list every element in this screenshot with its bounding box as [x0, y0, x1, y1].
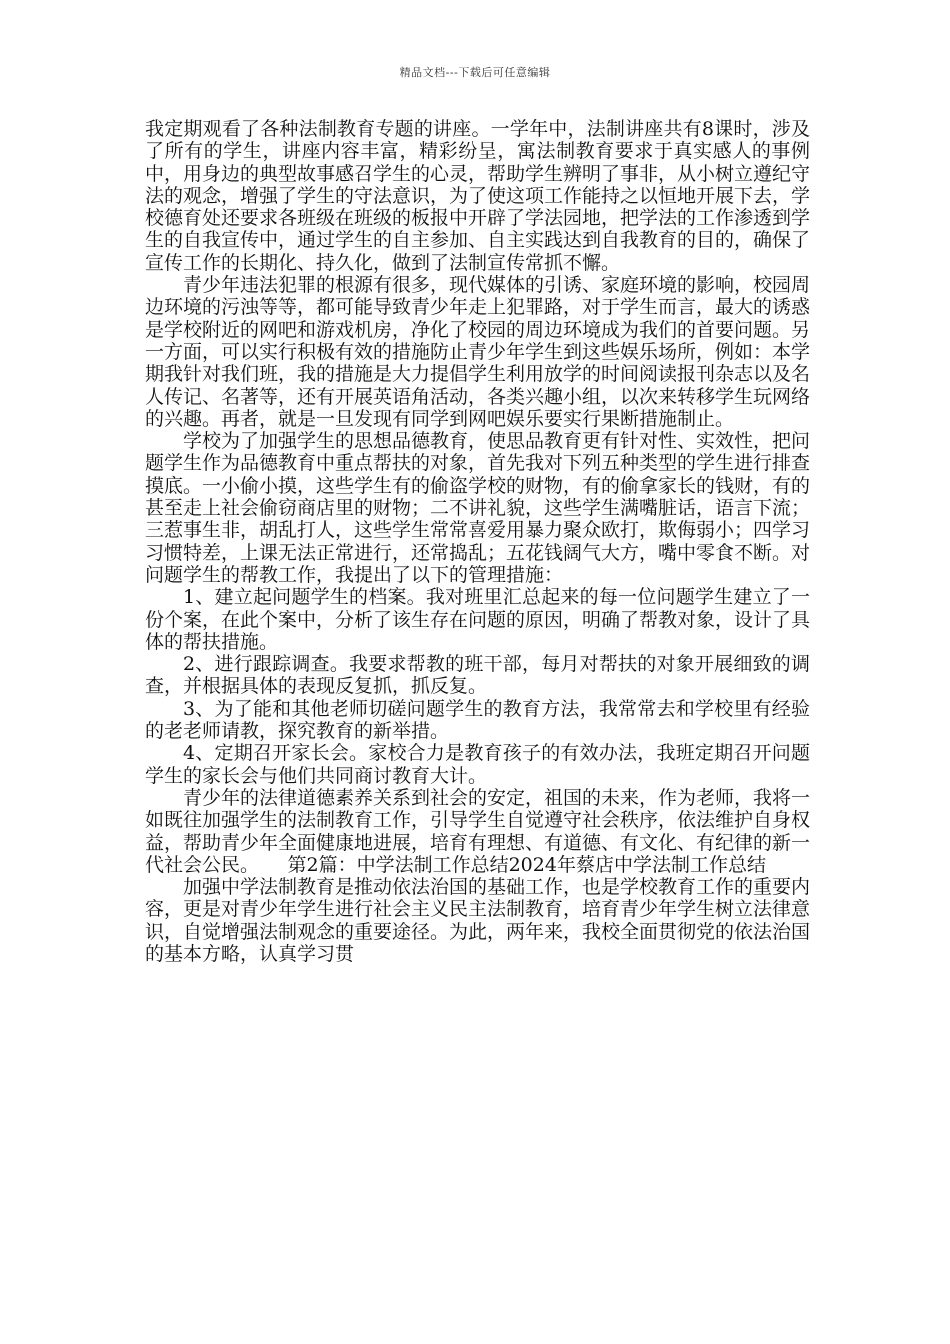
paragraph-5: 2、进行跟踪调查。我要求帮教的班干部，每月对帮扶的对象开展细致的调查，并根据具体的表现反复抓，抓反复。: [145, 653, 810, 698]
paragraph-8: 青少年的法律道德素养关系到社会的安定，祖国的未来，作为老师，我将一如既往加强学生的法制教育工作，引导学生自觉遵守社会秩序，依法维护自身权益，帮助青少年全面健康地进展，培育有理想、有道德、有文化、有纪律的新一代社会公民。 第2篇：中学法制工作总结2024年蔡店中学法制工作总结: [145, 786, 811, 876]
page-header: 精品文档---下载后可任意编辑: [399, 66, 551, 79]
paragraph-9: 加强中学法制教育是推动依法治国的基础工作，也是学校教育工作的重要内容，更是对青少年学生进行社会主义民主法制教育，培育青少年学生树立法律意识，自觉增强法制观念的重要途径。为此，两年来，我校全面贯彻党的依法治国的基本方略，认真学习贯: [145, 876, 811, 965]
paragraph-3: 学校为了加强学生的思想品德教育，使思品教育更有针对性、实效性，把问题学生作为品德教育中重点帮扶的对象，首先我对下列五种类型的学生进行排查摸底。一小偷小摸，这些学生有的偷盗学校的财物，有的偷拿家长的钱财，有的甚至走上社会偷窃商店里的财物；二不讲礼貌，这些学生满嘴脏话，语言下流；三惹事生非，胡乱打人，这些学生常常喜爱用暴力聚众欧打，欺侮弱小；四学习习惯特差，上课无法正常进行，还常捣乱；五花钱阔气大方，嘴中零食不断。对问题学生的帮教工作，我提出了以下的管理措施：: [145, 430, 811, 586]
paragraph-6: 3、为了能和其他老师切磋问题学生的教育方法，我常常去和学校里有经验的老老师请教，探究教育的新举措。: [145, 697, 810, 743]
paragraph-7: 4、定期召开家长会。家校合力是教育孩子的有效办法，我班定期召开问题学生的家长会与他们共同商讨教育大计。: [145, 742, 810, 787]
paragraph-4: 1、建立起问题学生的档案。我对班里汇总起来的每一位问题学生建立了一份个案，在此个案中，分析了该生存在问题的原因，明确了帮教对象，设计了具体的帮扶措施。: [145, 586, 811, 653]
document-body: [145, 118, 810, 965]
paragraph-2: 青少年违法犯罪的根源有很多，现代媒体的引诱、家庭环境的影响，校园周边环境的污浊等等，都可能导致青少年走上犯罪路，对于学生而言，最大的诱惑是学校附近的网吧和游戏机房，净化了校园的周边环境成为我们的首要问题。另一方面，可以实行积极有效的措施防止青少年学生到这些娱乐场所，例如：本学期我针对我们班，我的措施是大力提倡学生利用放学的时间阅读报刊杂志以及名人传记、名著等，还有开展英语角活动，各类兴趣小组，以次来转移学生玩网络的兴趣。再者，就是一旦发现有同学到网吧娱乐要实行果断措施制止。: [145, 274, 811, 430]
paragraph-1: 我定期观看了各种法制教育专题的讲座。一学年中，法制讲座共有8课时，涉及了所有的学生，讲座内容丰富，精彩纷呈，寓法制教育要求于真实感人的事例中，用身边的典型故事感召学生的心灵，帮助学生辨明了事非，从小树立遵纪守法的观念，增强了学生的守法意识，为了使这项工作能持之以恒地开展下去，学校德育处还要求各班级在班级的板报中开辟了学法园地，把学法的工作渗透到学生的自我宣传中，通过学生的自主参加、自主实践达到自我教育的目的，确保了宣传工作的长期化、持久化，做到了法制宣传常抓不懈。: [145, 118, 811, 274]
